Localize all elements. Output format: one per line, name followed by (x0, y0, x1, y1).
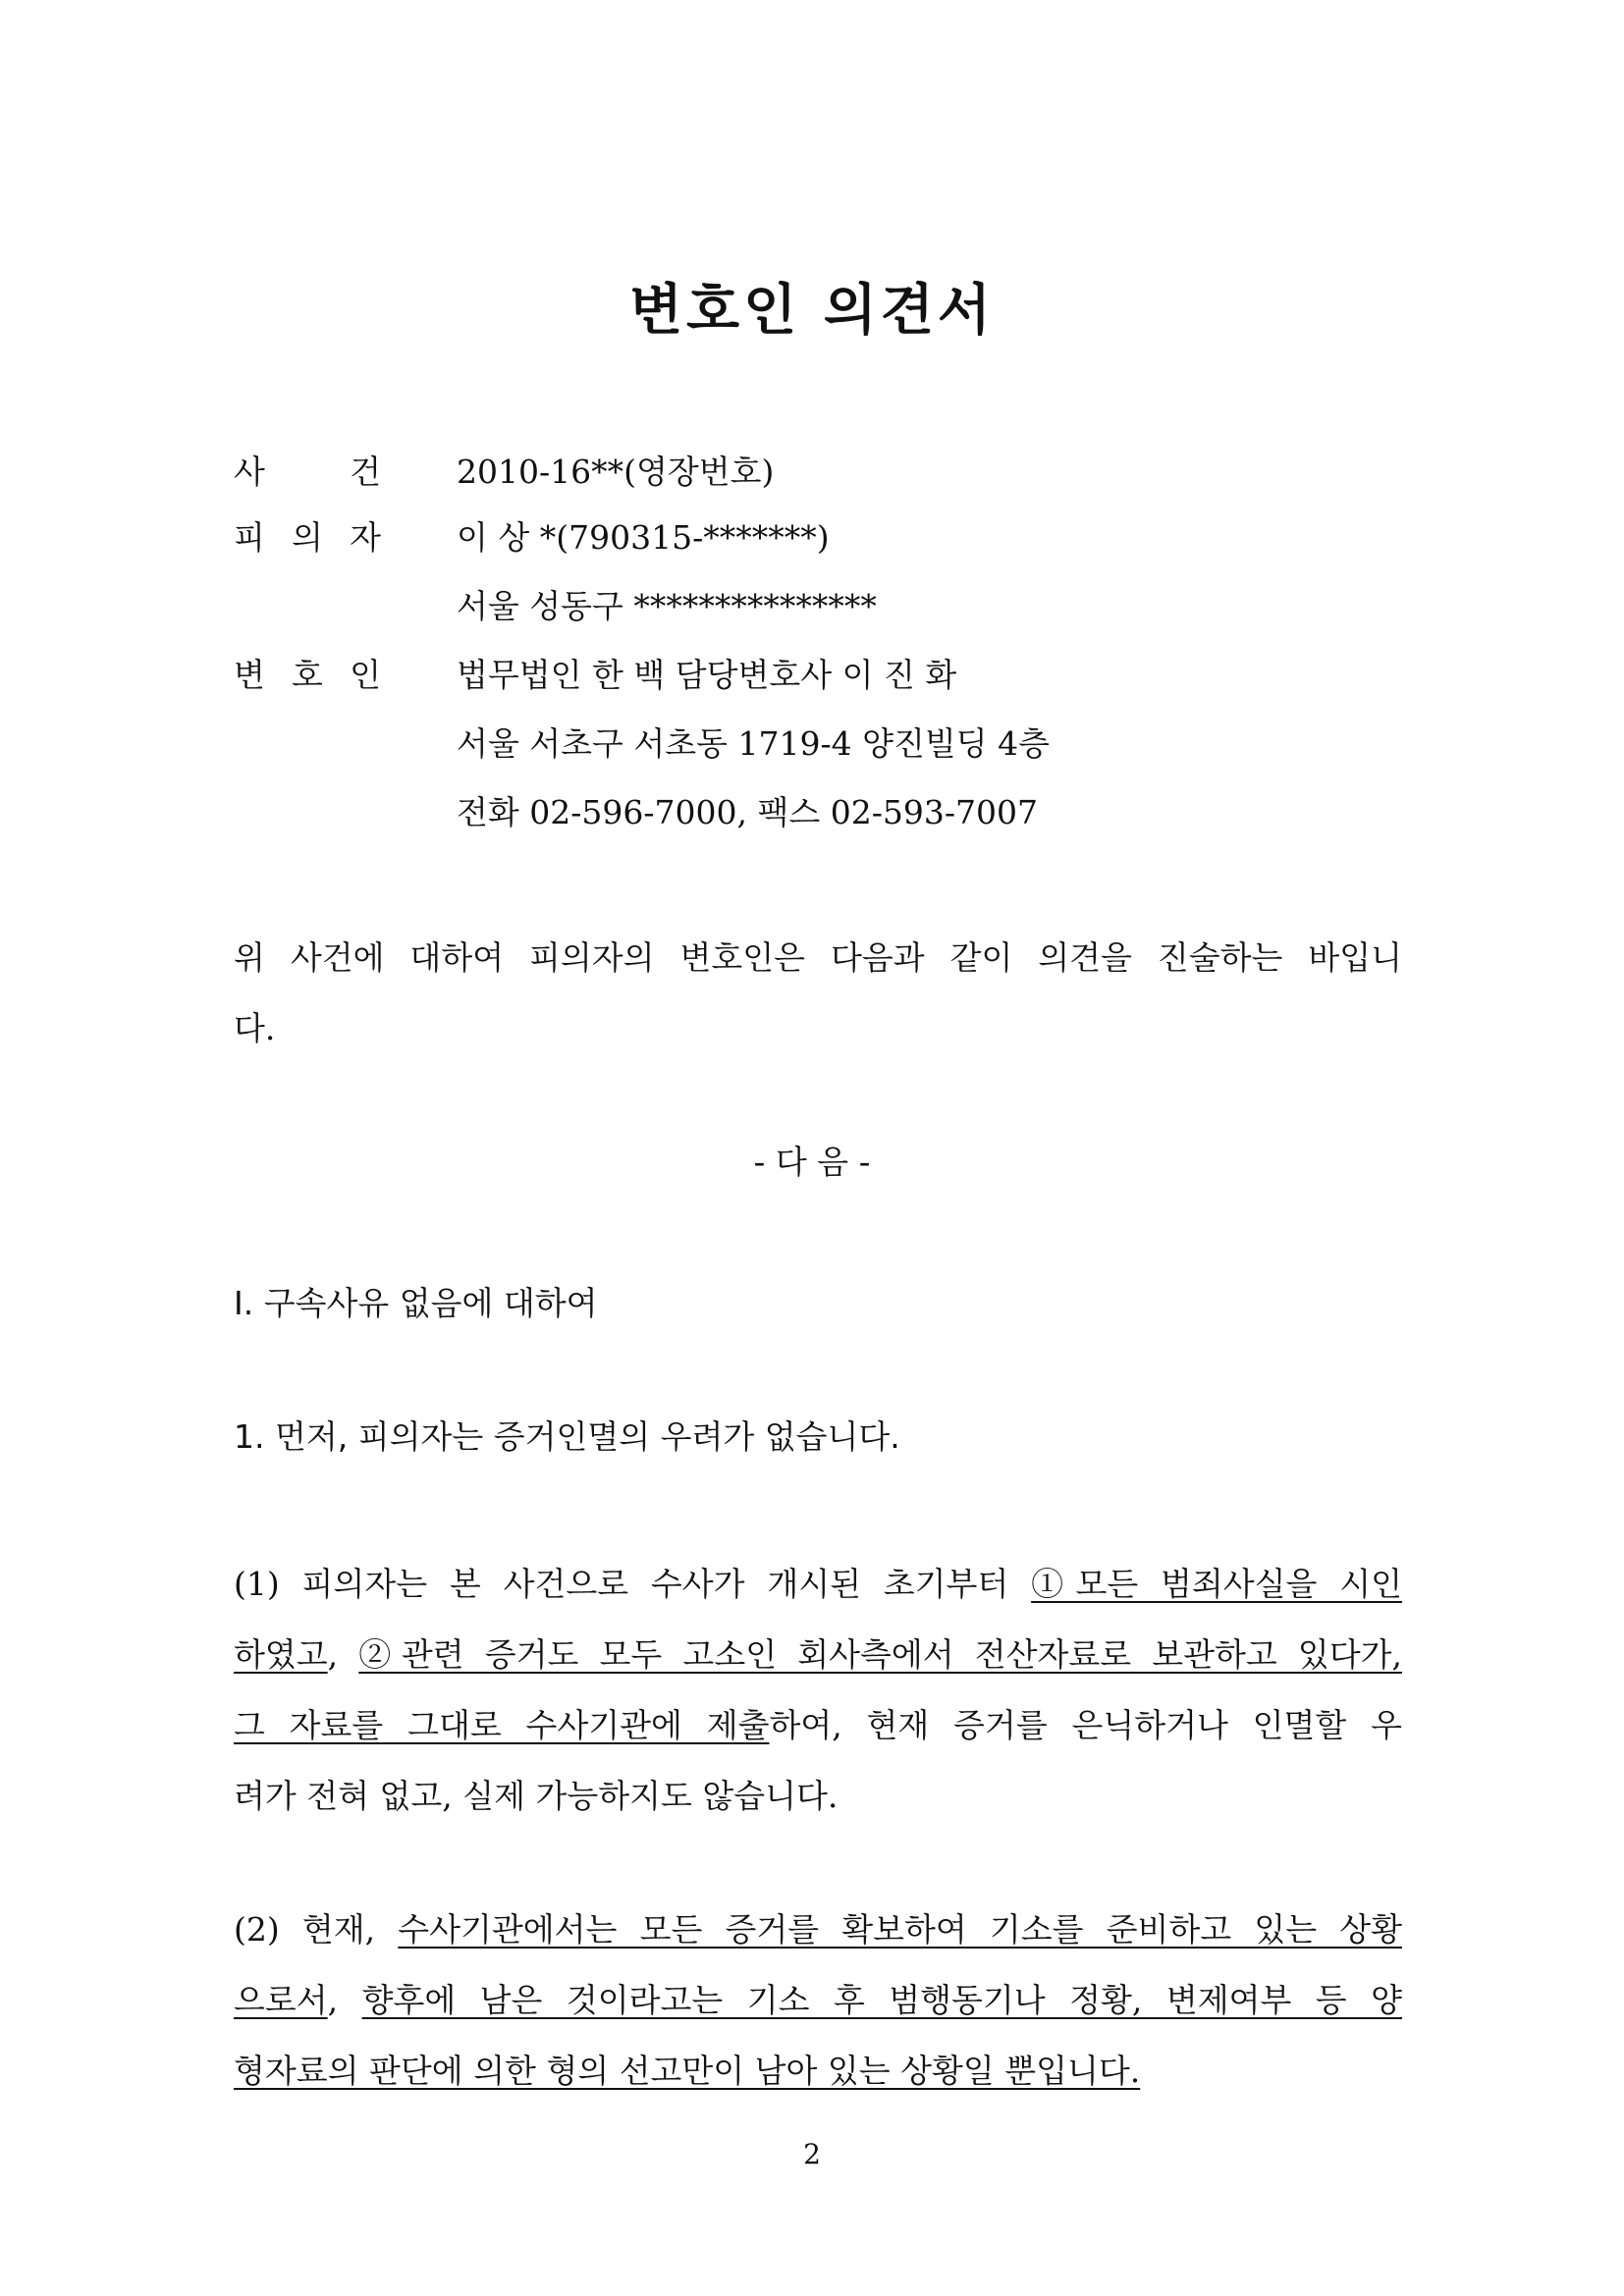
subheading: 1. 먼저, 피의자는 증거인멸의 우려가 없습니다. (234, 1417, 900, 1456)
paragraph-2 (234, 1895, 1402, 2107)
paragraph-2-underline-1b: 으로서 (234, 1981, 328, 2019)
section-heading: Ⅰ. 구속사유 없음에 대하여 (234, 1284, 598, 1322)
paragraph-2-line-3 (234, 2036, 1402, 2107)
next-heading: - 다 음 - (753, 1143, 871, 1181)
document-title: 변호인 의견서 (628, 279, 996, 343)
paragraph-2-mid: , (327, 1981, 362, 2019)
suspect-address: 서울 성동구 *************** (457, 587, 877, 625)
counsel-contact: 전화 02-596-7000, 팩스 02-593-7007 (457, 793, 1038, 831)
counsel-address: 서울 서초구 서초동 1719-4 양진빌딩 4층 (457, 724, 1050, 763)
paragraph-1-underline-3: 그 자료를 그대로 수사기관에 제출 (234, 1706, 770, 1744)
page-number: 2 (803, 2138, 821, 2170)
case-value: 2010-16**(영장번호) (457, 453, 775, 491)
counsel-value: 법무법인 한 백 담당변호사 이 진 화 (457, 656, 957, 694)
case-label: 사 건 (234, 453, 381, 491)
paragraph-2-line-1 (234, 1895, 1402, 1965)
paragraph-2-line-2 (234, 1965, 1402, 2036)
paragraph-1-underline-1: ①모든 범죄사실을 시인 (1031, 1565, 1402, 1603)
intro-line-2: 다. (234, 1009, 276, 1047)
suspect-label: 피 의 자 (234, 518, 381, 557)
paragraph-1-rest: 하여, 현재 증거를 은닉하거나 인멸할 우 (769, 1706, 1402, 1744)
paragraph-1-mid: , (327, 1635, 359, 1674)
paragraph-1 (234, 1549, 1402, 1832)
paragraph-1-line-4: 려가 전혀 없고, 실제 가능하지도 않습니다. (234, 1777, 839, 1815)
paragraph-1-line-3 (234, 1690, 1402, 1761)
suspect-value: 이 상 *(790315-*******) (457, 518, 830, 557)
paragraph-2-underline-2: 향후에 남은 것이라고는 기소 후 범행동기나 정황, 변제여부 등 양 (361, 1981, 1402, 2019)
paragraph-1-line-1 (234, 1549, 1402, 1620)
paragraph-1-prefix: (1) 피의자는 본 사건으로 수사가 개시된 초기부터 (234, 1565, 1032, 1603)
paragraph-1-underline-1b: 하였고 (234, 1635, 328, 1674)
counsel-label: 변 호 인 (234, 656, 381, 694)
paragraph-1-line-2 (234, 1620, 1402, 1690)
paragraph-2-prefix: (2) 현재, (234, 1910, 399, 1949)
paragraph-2-underline-3: 형자료의 판단에 의한 형의 선고만이 남아 있는 상황일 뿐입니다. (234, 2052, 1141, 2090)
intro-line-1: 위 사건에 대하여 피의자의 변호인은 다음과 같이 의견을 진술하는 바입니 (234, 938, 1402, 977)
intro-paragraph (234, 923, 1402, 1064)
paragraph-2-underline-1: 수사기관에서는 모든 증거를 확보하여 기소를 준비하고 있는 상황 (398, 1910, 1402, 1949)
paragraph-1-underline-2: ②관련 증거도 모두 고소인 회사측에서 전산자료로 보관하고 있다가, (358, 1635, 1403, 1674)
